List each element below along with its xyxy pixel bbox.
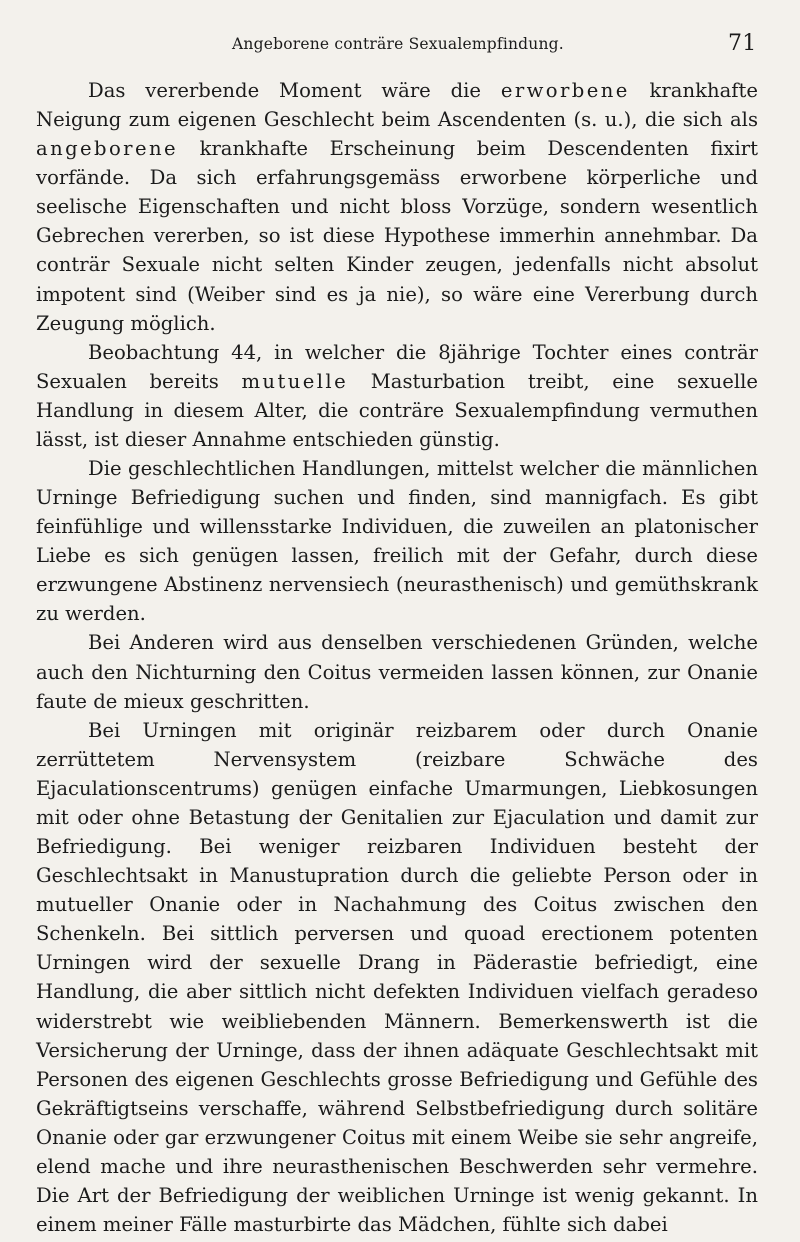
- text-run: Masturbation treibt, eine sexuelle Handlung in diesem Alter, die conträre Sexualempfindung vermuthen lässt, ist dieser Annahme entschieden günstig.: [36, 369, 758, 451]
- paragraph: [36, 716, 758, 1239]
- body-text: [36, 76, 758, 1239]
- emphasized-text: angeborene: [36, 137, 178, 161]
- text-run: Das vererbende Moment wäre die: [88, 79, 501, 102]
- text-run: Bei Anderen wird aus denselben verschiedenen Gründen, welche auch den Nichturning den Coitus vermeiden lassen können, zur Onanie faute de mieux geschritten.: [36, 631, 758, 713]
- text-run: krankhafte Neigung zum eigenen Geschlecht beim Ascendenten (s. u.), die sich als: [36, 79, 758, 132]
- paragraph: [36, 76, 758, 338]
- emphasized-text: erworbene: [500, 79, 630, 102]
- paragraph: [36, 338, 758, 454]
- text-run: Beobachtung 44, in welcher die 8jährige Tochter eines conträr Sexualen bereits: [36, 340, 758, 393]
- text-run: Bei Urningen mit originär reizbarem oder durch Onanie zerrüttetem Nervensystem (reizbare Schwäche des Ejaculationscentrums) genügen einfache Umarmungen, Liebkosungen mit oder ohne Betastung der Genitalien zur Ejaculation und damit zur Befriedigung. Bei weniger reizbaren Individuen besteht der Geschlechtsakt in Manustupration durch die geliebte Person oder in mutueller Onanie oder in Nachahmung des Coitus zwischen den Schenkeln. Bei sittlich perversen und quoad erectionem potenten Urningen wird der sexuelle Drang in Päderastie befriedigt, eine Handlung, die aber sittlich nicht defekten Individuen vielfach geradeso widerstrebt wie weibliebenden Männern. Bemerkenswerth ist die Versicherung der Urninge, dass der ihnen adäquate Geschlechtsakt mit Personen des eigenen Geschlechts grosse Befriedigung und Gefühle des Gekräftigtseins verschaffe, während Selbstbefriedigung durch solitäre Onanie oder gar erzwungener Coitus mit einem Weibe sie sehr angreife, elend mache und ihre neurasthenischen Beschwerden sehr vermehre. Die Art der Befriedigung der weiblichen Urninge ist wenig gekannt. In einem meiner Fälle masturbirte das Mädchen, fühlte sich dabei: [36, 718, 758, 1237]
- paragraph: [36, 454, 758, 628]
- running-head: [0, 31, 800, 59]
- page-number: 71: [728, 31, 757, 56]
- paragraph: [36, 628, 758, 715]
- running-title: Angeborene conträre Sexualempfindung.: [232, 35, 564, 53]
- text-run: krankhafte Erscheinung beim Descendenten fixirt vorfände. Da sich erfahrungsgemäss erworbene körperliche und seelische Eigenschaften und nicht bloss Vorzüge, sondern wesentlich Gebrechen vererben, so ist diese Hypothese immerhin annehmbar. Da conträr Sexuale nicht selten Kinder zeugen, jedenfalls nicht absolut impotent sind (Weiber sind es ja nie), so wäre eine Vererbung durch Zeugung möglich.: [36, 137, 758, 335]
- text-run: Die geschlechtlichen Handlungen, mittelst welcher die männlichen Urninge Befriedigung suchen und finden, sind mannigfach. Es gibt feinfühlige und willensstarke Individuen, die zuweilen an platonischer Liebe es sich genügen lassen, freilich mit der Gefahr, durch diese erzwungene Abstinenz nervensiech (neurasthenisch) und gemüthskrank zu werden.: [36, 457, 758, 626]
- emphasized-text: mutuelle: [241, 369, 349, 393]
